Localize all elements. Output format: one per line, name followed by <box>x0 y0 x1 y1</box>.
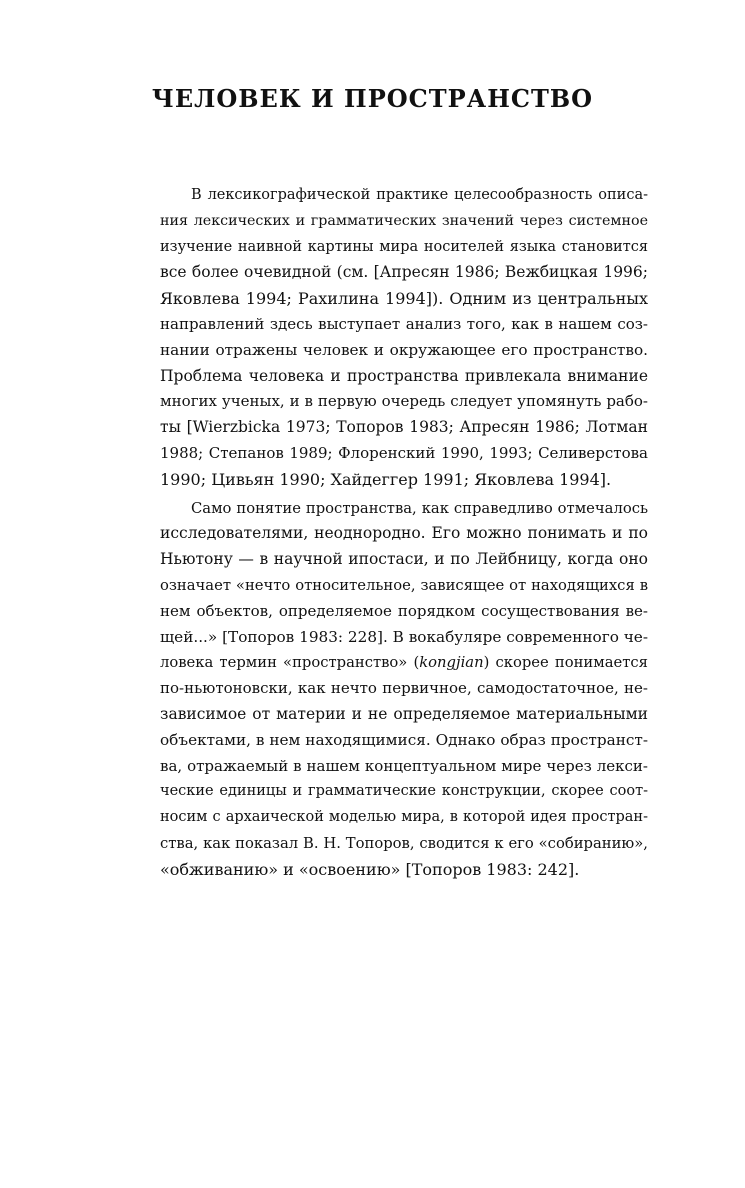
text-line: нем объектов, определяемое порядком сосуществования ве- <box>160 601 648 620</box>
text-line: объектами, в нем находящимися. Однако образ пространст- <box>160 730 648 749</box>
text-line: по-ньютоновски, как нечто первичное, самодостаточное, не- <box>160 679 648 698</box>
text-fragment: ловека термин «пространство» ( <box>160 654 420 672</box>
text-line: ния лексических и грамматических значений через системное <box>160 212 648 229</box>
text-line: направлений здесь выступает анализ того, как в нашем соз- <box>160 314 648 333</box>
text-line: 1990; Цивьян 1990; Хайдеггер 1991; Яковлева 1994]. <box>160 469 612 489</box>
text-line: Проблема человека и пространства привлекала внимание <box>160 366 648 385</box>
text-line: Яковлева 1994; Рахилина 1994]). Одним из центральных <box>160 289 648 309</box>
text-line: нании отражены человек и окружающее его пространство. <box>160 340 648 359</box>
text-line <box>129 650 648 676</box>
body-text <box>129 183 648 883</box>
text-line: изучение наивной картины мира носителей языка становится <box>160 238 648 255</box>
text-line: В лексикографической практике целесообразность описа- <box>191 187 648 203</box>
text-line: Ньютону — в научной ипостаси, и по Лейбницу, когда оно <box>160 550 648 569</box>
paragraph-1 <box>129 183 648 493</box>
text-line: ческие единицы и грамматические конструкции, скорее соот- <box>160 783 648 800</box>
text-line: 1988; Степанов 1989; Флоренский 1990, 1993; Селиверстова <box>160 443 648 462</box>
paragraph-2 <box>129 496 648 883</box>
text-line: «обживанию» и «освоению» [Топоров 1983: 242]. <box>160 859 580 879</box>
text-line: ва, отражаемый в нашем концептуальном мире через лекси- <box>160 756 648 775</box>
text-line: зависимое от материи и не определяемое материальными <box>160 704 648 723</box>
text-fragment: ) скорее понимается <box>483 654 648 672</box>
text-line: носим с архаической моделью мира, в которой идея простран- <box>160 809 648 826</box>
text-line: щей...» [Топоров 1983: 228]. В вокабуляре современного че- <box>160 627 648 646</box>
text-line: ты [Wierzbicka 1973; Топоров 1983; Апресян 1986; Лотман <box>160 418 648 437</box>
text-line: исследователями, неоднородно. Его можно понимать и по <box>160 524 648 543</box>
text-line: означает «нечто относительное, зависящее от находящихся в <box>160 576 648 594</box>
text-line: ства, как показал В. Н. Топоров, сводится к его «собиранию», <box>160 834 648 852</box>
chapter-title: ЧЕЛОВЕК И ПРОСТРАНСТВО <box>151 84 594 113</box>
text-line: Само понятие пространства, как справедливо отмечалось <box>191 499 648 517</box>
italic-term: kongjian <box>419 654 484 672</box>
text-line: все более очевидной (см. [Апресян 1986; Вежбицкая 1996; <box>160 263 648 282</box>
text-line: многих ученых, и в первую очередь следует упомянуть рабо- <box>160 392 648 411</box>
